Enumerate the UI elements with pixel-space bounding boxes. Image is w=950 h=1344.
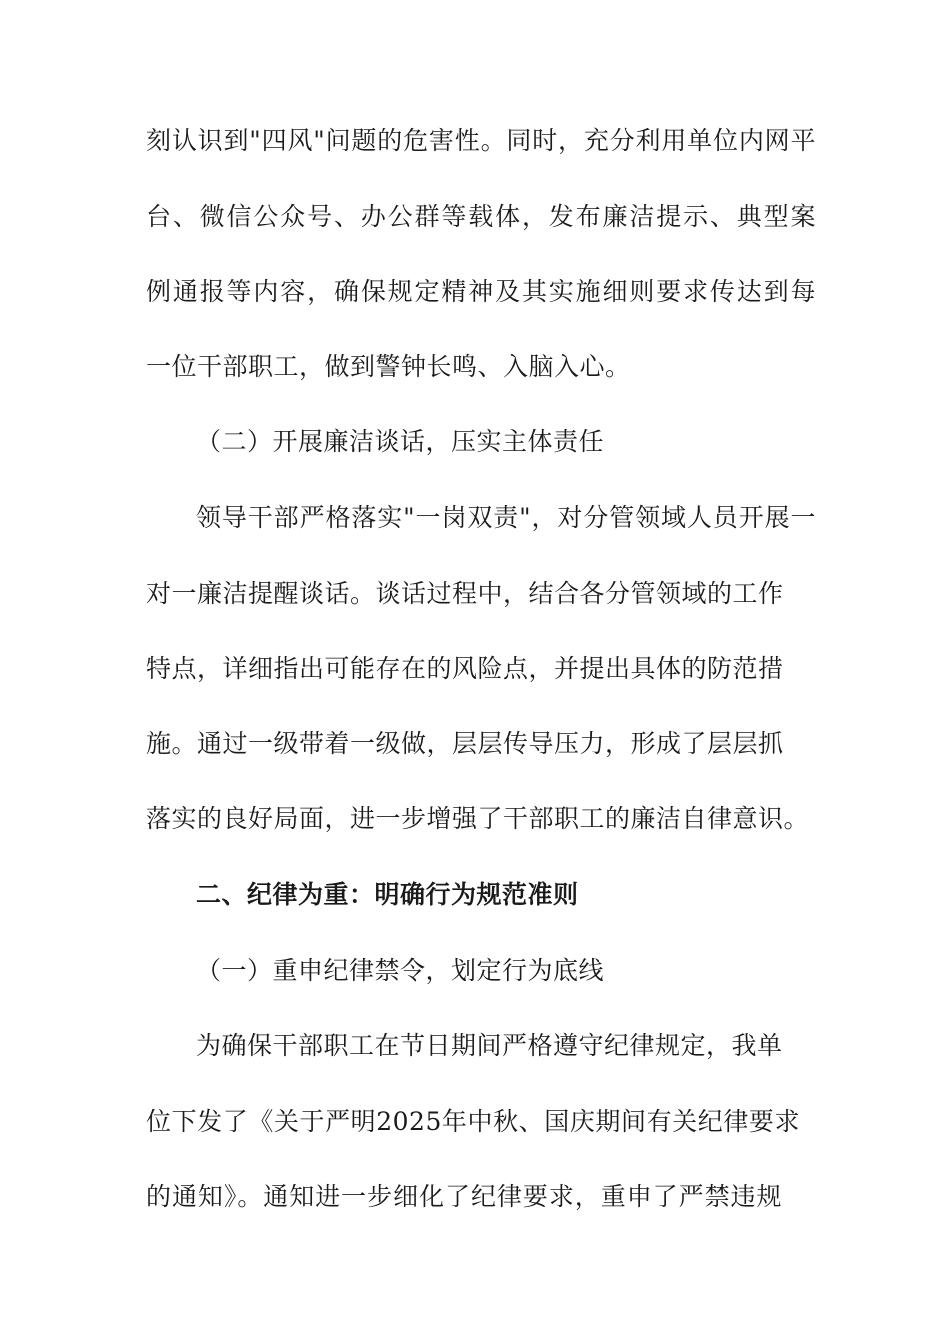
body-text-line: 施。通过一级带着一级做，层层传导压力，形成了层层抓	[146, 729, 784, 758]
section-heading: 二、纪律为重：明确行为规范准则	[196, 880, 579, 909]
body-text-line: 对一廉洁提醒谈话。谈话过程中，结合各分管领域的工作	[146, 579, 784, 608]
body-text-line: 领导干部严格落实"一岗双责"，对分管领域人员开展一	[196, 503, 816, 532]
subsection-heading: （二）开展廉洁谈话，压实主体责任	[196, 427, 605, 456]
body-text-line: 一位干部职工，做到警钟长鸣、入脑入心。	[146, 352, 631, 381]
body-text-line: 例通报等内容，确保规定精神及其实施细则要求传达到每	[146, 277, 816, 306]
body-text-line: 落实的良好局面，进一步增强了干部职工的廉洁自律意识。	[146, 804, 810, 833]
body-text-line: 为确保干部职工在节日期间严格遵守纪律规定，我单	[196, 1031, 783, 1060]
body-text-line: 的通知》。通知进一步细化了纪律要求，重申了严禁违规	[146, 1182, 782, 1211]
body-text-line: 刻认识到"四风"问题的危害性。同时，充分利用单位内网平	[146, 126, 816, 155]
body-text-line: 台、微信公众号、办公群等载体，发布廉洁提示、典型案	[146, 202, 816, 231]
subsection-heading: （一）重申纪律禁令，划定行为底线	[196, 956, 605, 985]
body-text-line: 位下发了《关于严明2025年中秋、国庆期间有关纪律要求	[146, 1107, 800, 1136]
body-text-line: 特点，详细指出可能存在的风险点，并提出具体的防范措	[146, 654, 784, 683]
